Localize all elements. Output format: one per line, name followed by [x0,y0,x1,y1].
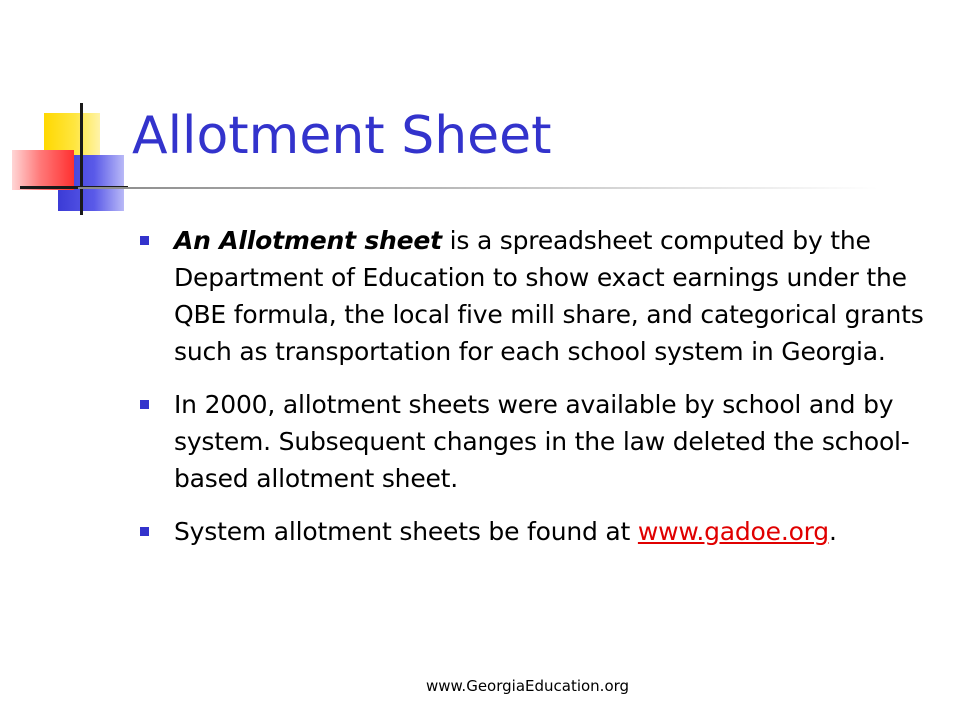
gadoe-link[interactable]: www.gadoe.org [637,517,829,546]
deco-red-bar [12,150,74,190]
decorative-logo-blocks [0,95,140,220]
bullet-text: System allotment sheets be found at [174,517,638,546]
slide-title: Allotment Sheet [132,106,552,166]
bullet-item-location [140,513,930,550]
bullet-marker [140,400,149,409]
bullet-marker [140,236,149,245]
footer-url: www.GeorgiaEducation.org [426,677,630,695]
bullet-item-history [140,386,930,497]
bullet-text: is a spreadsheet computed by the Department of Education to show exact earnings under the QBE formula, the local five mill share, and categorical grants such as transportation for each school system in Georgia. [174,226,924,366]
bullet-emphasis: An Allotment sheet [174,226,442,255]
bullet-marker [140,527,149,536]
bullet-text: In 2000, allotment sheets were available by school and by system. Subsequent changes in the law deleted the school-based allotment sheet. [174,390,910,493]
bullet-list [140,222,930,566]
bullet-item-allotment-definition [140,222,930,370]
title-underline-rule [78,187,878,189]
bullet-trailing: . [828,517,837,546]
deco-vertical-line [80,103,83,215]
